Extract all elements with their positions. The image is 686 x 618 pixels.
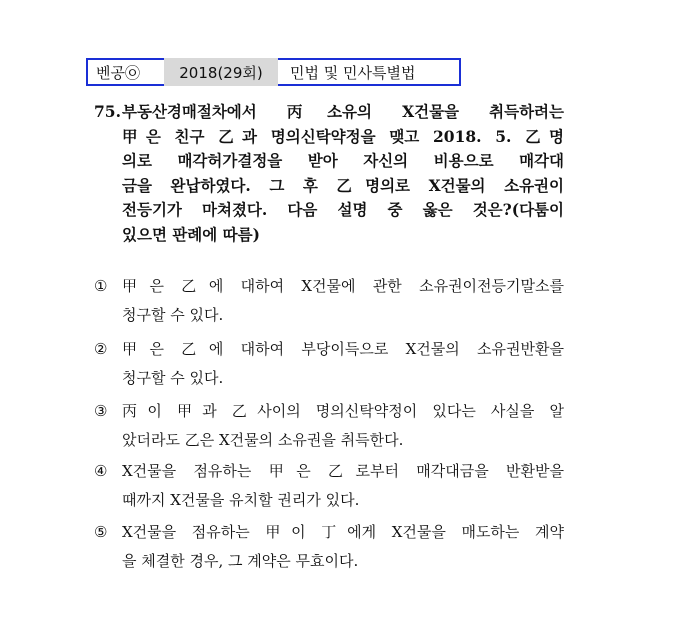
option-marker: ③ [94, 402, 108, 420]
option-line: 丙이 甲과 乙사이의 명의신탁약정이 있다는 사실을 알 [122, 402, 564, 420]
question-line: 의로 매각허가결정을 받아 자신의 비용으로 매각대 [122, 151, 564, 170]
header-year: 2018(29회) [164, 58, 278, 86]
answer-option-3[interactable] [94, 397, 564, 455]
option-line: 청구할 수 있다. [122, 369, 224, 387]
option-line: 았더라도 乙은 X건물의 소유권을 취득한다. [122, 431, 404, 449]
question-line: 있으면 판례에 따름) [122, 224, 260, 244]
option-line: 때까지 X건물을 유치할 권리가 있다. [122, 491, 360, 509]
header-tag: 벤공㉧ [86, 58, 164, 86]
option-line: 을 체결한 경우, 그 계약은 무효이다. [122, 552, 359, 570]
question-line: 甲은 친구 乙과 명의신탁약정을 맺고 2018. 5. 乙명 [122, 126, 564, 146]
question-line: 부동산경매절차에서 丙소유의 X건물을 취득하려는 [122, 102, 564, 121]
question-line: 전등기가 마쳐졌다. 다음 설명 중 옳은 것은?(다툼이 [122, 200, 564, 219]
option-line: 甲은 乙에 대하여 X건물에 관한 소유권이전등기말소를 [122, 277, 564, 295]
option-line: X건물을 점유하는 甲은 乙로부터 매각대금을 반환받을 [122, 462, 564, 480]
option-marker: ① [94, 277, 108, 295]
option-line: 청구할 수 있다. [122, 306, 224, 324]
question-stem [94, 100, 564, 247]
option-line: X건물을 점유하는 甲이 丁에게 X건물을 매도하는 계약 [122, 523, 564, 541]
answer-option-1[interactable] [94, 272, 564, 330]
header-subject: 민법 및 민사특별법 [278, 58, 461, 86]
answer-option-2[interactable] [94, 335, 564, 393]
option-line: 甲은 乙에 대하여 부당이득으로 X건물의 소유권반환을 [122, 340, 564, 358]
question-line: 금을 완납하였다. 그 후 乙명의로 X건물의 소유권이 [122, 175, 564, 195]
option-marker: ⑤ [94, 523, 108, 541]
answer-option-4[interactable] [94, 457, 564, 515]
option-marker: ② [94, 340, 108, 358]
question-number: 75. [94, 102, 121, 121]
answer-option-5[interactable] [94, 518, 564, 576]
option-marker: ④ [94, 462, 108, 480]
question-text [94, 100, 564, 247]
exam-header [86, 58, 461, 86]
